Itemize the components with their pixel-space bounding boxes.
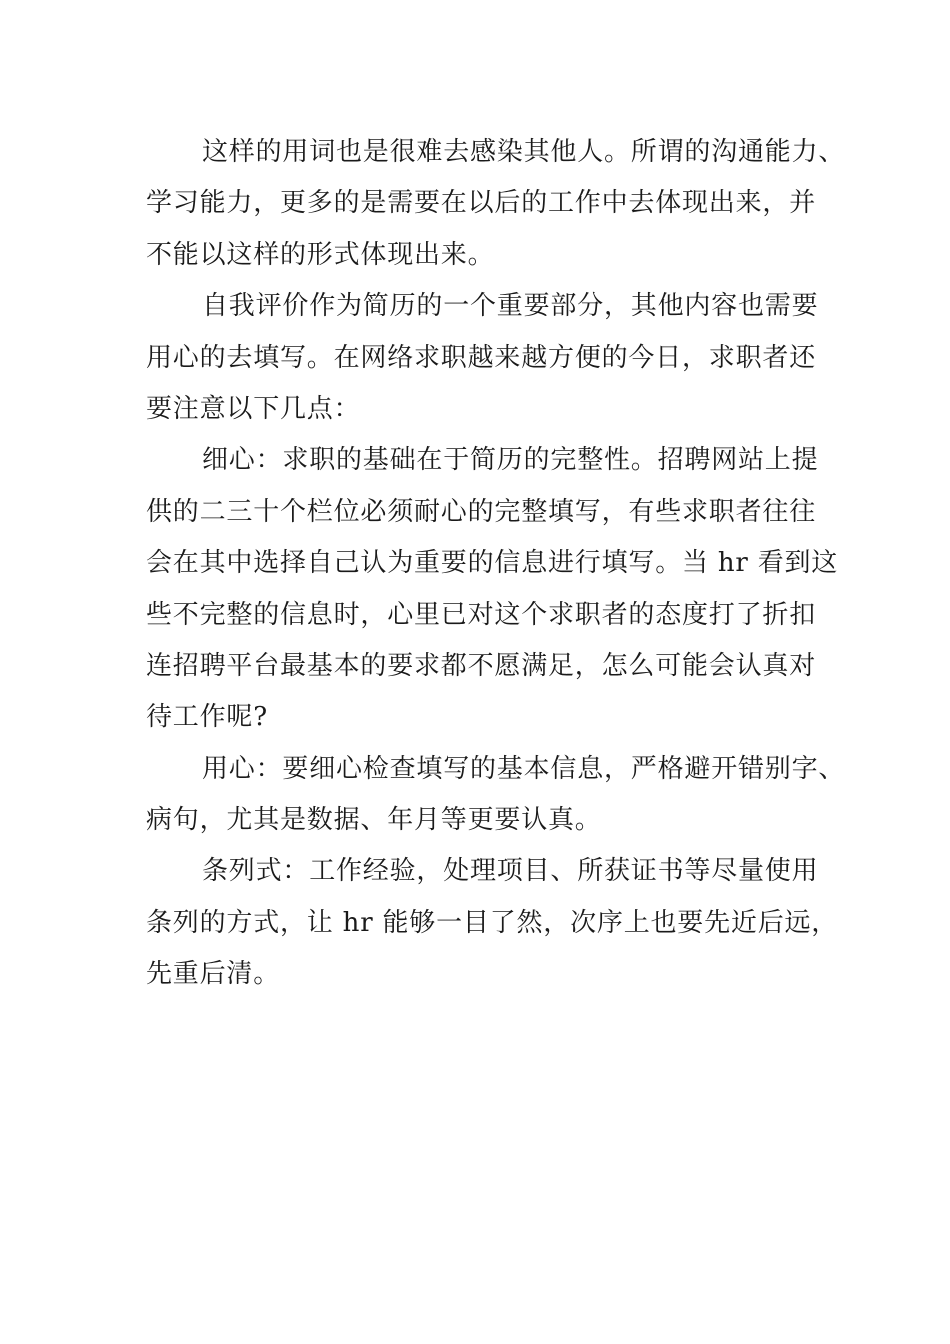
text-line: 连招聘平台最基本的要求都不愿满足，怎么可能会认真对 xyxy=(146,650,817,681)
text-line: 待工作呢? xyxy=(146,702,268,733)
text-line: 学习能力，更多的是需要在以后的工作中去体现出来，并 xyxy=(146,188,817,219)
text-line: 用心的去填写。在网络求职越来越方便的今日，求职者还 xyxy=(146,342,817,373)
text-line: 这样的用词也是很难去感染其他人。所谓的沟通能力、 xyxy=(202,137,846,167)
text-line: 条列的方式，让 hr 能够一目了然，次序上也要先近后远， xyxy=(146,907,839,938)
text-line: 会在其中选择自己认为重要的信息进行填写。当 hr 看到这 xyxy=(146,548,839,579)
text-line: 病句，尤其是数据、年月等更要认真。 xyxy=(146,805,602,836)
text-line: 些不完整的信息时，心里已对这个求职者的态度打了折扣 xyxy=(146,599,817,630)
text-line: 先重后清。 xyxy=(146,959,281,990)
text-line: 要注意以下几点： xyxy=(146,393,361,424)
text-line: 不能以这样的形式体现出来。 xyxy=(146,239,495,270)
text-line: 细心：求职的基础在于简历的完整性。招聘网站上提 xyxy=(202,445,819,476)
text-line: 条列式：工作经验，处理项目、所获证书等尽量使用 xyxy=(202,856,819,887)
document-body xyxy=(146,127,846,1001)
text-line: 自我评价作为简历的一个重要部分，其他内容也需要 xyxy=(202,291,819,322)
text-line: 用心：要细心检查填写的基本信息，严格避开错别字、 xyxy=(202,753,846,784)
text-line: 供的二三十个栏位必须耐心的完整填写，有些求职者往往 xyxy=(146,496,817,527)
